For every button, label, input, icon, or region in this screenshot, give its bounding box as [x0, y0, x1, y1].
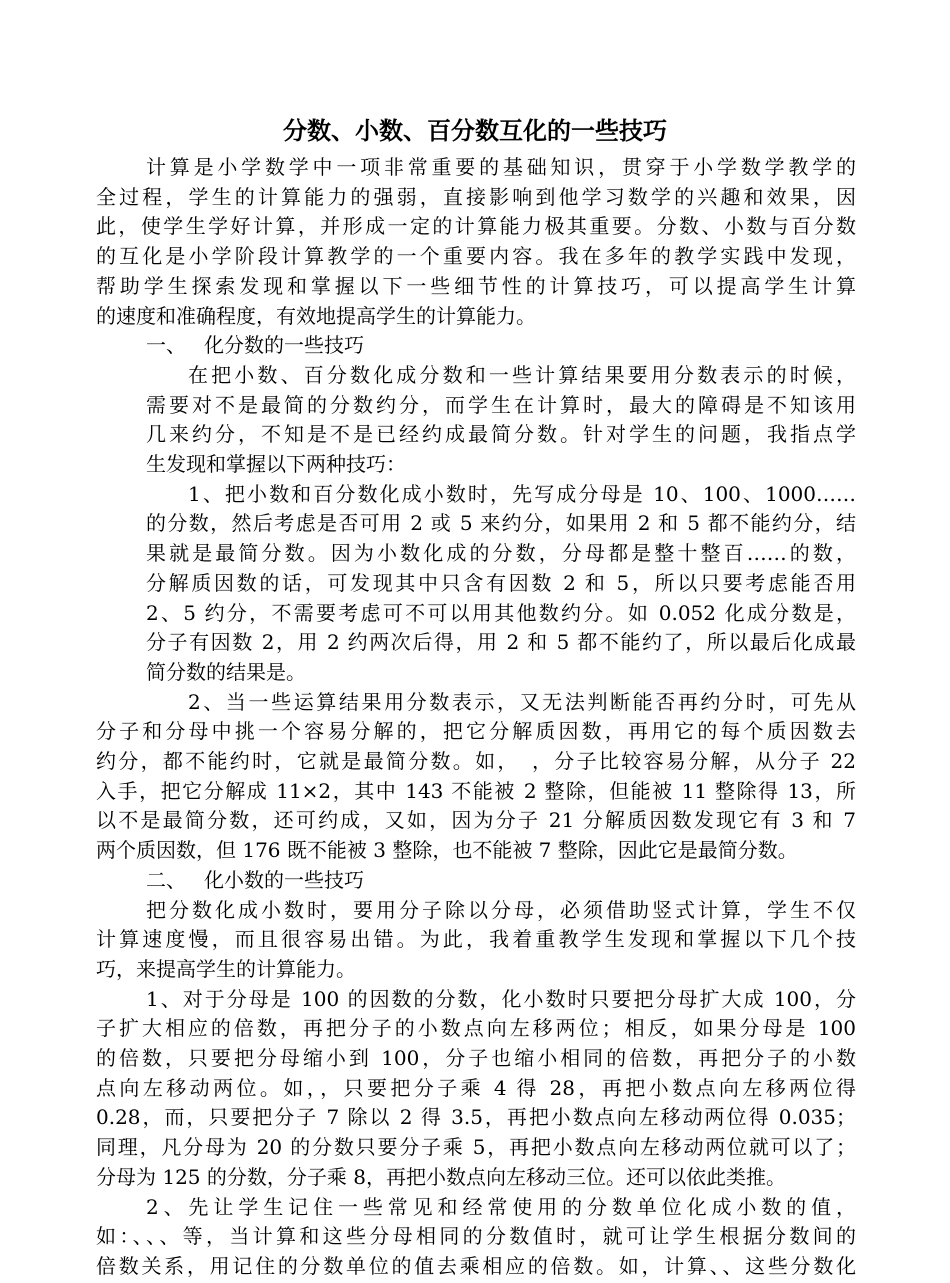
tip-line: 分母为 125 的分数，分子乘 8，再把小数点向左移动三位。还可以依此类推。: [96, 1165, 786, 1189]
tip-line: 如：、、、等，当计算和这些分母相同的分数值时，就可让学生根据分数间的: [96, 1224, 856, 1248]
intro-line: 的速度和准确程度，有效地提高学生的计算能力。: [96, 304, 536, 328]
tip-line: 简分数的结果是。: [146, 660, 306, 684]
tip-line: 的分数，然后考虑是否可用 2 或 5 来约分，如果用 2 和 5 都不能约分，结: [146, 511, 856, 535]
section-number: 二、: [146, 868, 186, 892]
tip-line: 2、当一些运算结果用分数表示，又无法判断能否再约分时，可先从: [188, 690, 856, 714]
intro-line: 的互化是小学阶段计算教学的一个重要内容。我在多年的教学实践中发现，: [96, 244, 856, 268]
tip-line: 0.28，而，只要把分子 7 除以 2 得 3.5，再把小数点向左移动两位得 0.035；: [96, 1105, 856, 1129]
paragraph-line: 需要对不是最简的分数约分，而学生在计算时，最大的障碍是不知该用: [146, 393, 856, 417]
section-heading: [146, 330, 364, 360]
tip-line: 分子和分母中挑一个容易分解的，把它分解质因数，再用它的每个质因数去: [96, 719, 856, 743]
intro-line: 帮助学生探索发现和掌握以下一些细节性的计算技巧，可以提高学生计算: [96, 274, 856, 298]
tip-line: 的倍数，只要把分母缩小到 100，分子也缩小相同的倍数，再把分子的小数: [96, 1046, 856, 1070]
section-heading-text: 化小数的一些技巧: [204, 868, 364, 892]
paragraph-line: 生发现和掌握以下两种技巧：: [146, 452, 406, 476]
tip-line: 入手，把它分解成 11×2，其中 143 不能被 2 整除，但能被 11 整除得 13，所: [96, 779, 856, 803]
tip-line: 两个质因数，但 176 既不能被 3 整除，也不能被 7 整除，因此它是最简分数。: [96, 838, 798, 862]
paragraph-line: 把分数化成小数时，要用分子除以分母，必须借助竖式计算，学生不仅: [146, 898, 856, 922]
tip-line: 2、5 约分，不需要考虑可不可以用其他数约分。如 0.052 化成分数是，: [146, 601, 856, 625]
tip-line: 分子有因数 2，用 2 约两次后得，用 2 和 5 都不能约了，所以最后化成最: [146, 630, 856, 654]
section-heading: [146, 865, 364, 895]
intro-line: 全过程，学生的计算能力的强弱，直接影响到他学习数学的兴趣和效果，因: [96, 185, 856, 209]
tip-line: 以不是最简分数，还可约成，又如，因为分子 21 分解质因数发现它有 3 和 7: [96, 808, 856, 832]
tip-line: 果就是最简分数。因为小数化成的分数，分母都是整十整百……的数，: [146, 541, 856, 565]
tip-line: 分解质因数的话，可发现其中只含有因数 2 和 5，所以只要考虑能否用: [146, 571, 856, 595]
document-title: 分数、小数、百分数互化的一些技巧: [283, 116, 667, 145]
tip-line: 同理，凡分母为 20 的分数只要分子乘 5，再把小数点向左移动两位就可以了；: [96, 1135, 856, 1159]
tip-line: 约分，都不能约时，它就是最简分数。如， ，分子比较容易分解，从分子 22: [96, 749, 856, 773]
section-number: 一、: [146, 333, 186, 357]
paragraph-line: 计算速度慢，而且很容易出错。为此，我着重教学生发现和掌握以下几个技: [96, 927, 856, 951]
section-heading-text: 化分数的一些技巧: [204, 333, 364, 357]
tip-line: 1、对于分母是 100 的因数的分数，化小数时只要把分母扩大成 100，分: [146, 987, 856, 1011]
paragraph-line: 几来约分，不知是不是已经约成最简分数。针对学生的问题，我指点学: [146, 422, 856, 446]
paragraph-line: 巧，来提高学生的计算能力。: [96, 957, 356, 981]
tip-line: 倍数关系，用记住的分数单位的值去乘相应的倍数。如，计算、、这些分数化: [96, 1254, 856, 1278]
intro-line: 计算是小学数学中一项非常重要的基础知识，贯穿于小学数学教学的: [146, 155, 856, 179]
tip-line: 1、把小数和百分数化成小数时，先写成分母是 10、100、1000……: [188, 482, 856, 506]
paragraph-line: 在把小数、百分数化成分数和一些计算结果要用分数表示的时候，: [188, 363, 856, 387]
intro-line: 此，使学生学好计算，并形成一定的计算能力极其重要。分数、小数与百分数: [96, 214, 856, 238]
tip-line: 子扩大相应的倍数，再把分子的小数点向左移两位；相反，如果分母是 100: [96, 1016, 856, 1040]
tip-line: 2、先让学生记住一些常见和经常使用的分数单位化成小数的值，: [146, 1195, 856, 1219]
tip-line: 点向左移动两位。如，，只要把分子乘 4 得 28，再把小数点向左移两位得: [96, 1076, 856, 1100]
